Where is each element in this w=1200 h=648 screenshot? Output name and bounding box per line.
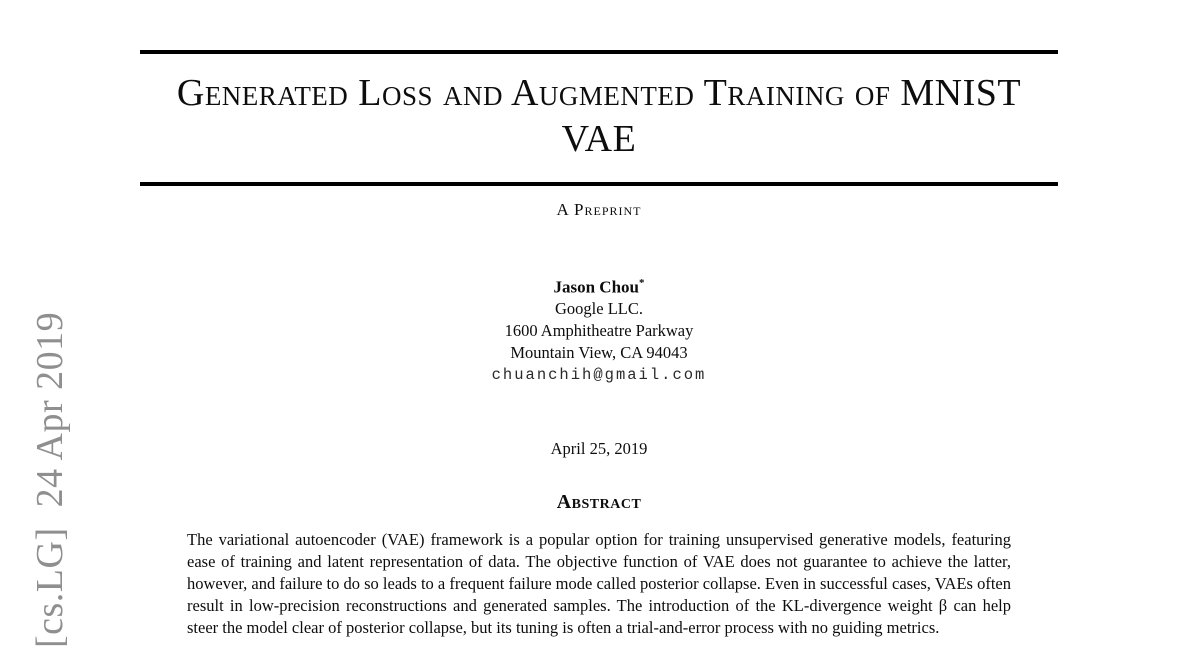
author-address-line1: 1600 Amphitheatre Parkway	[504, 321, 694, 341]
paper-title	[140, 70, 1058, 162]
paper-title-line2: VAE	[561, 118, 637, 160]
author-email: chuanchih@gmail.com	[491, 366, 707, 385]
author-address-line2: Mountain View, CA 94043	[510, 343, 688, 363]
author-name-text: Jason Chou	[553, 277, 639, 297]
author-footnote-mark: *	[639, 276, 645, 289]
author-affiliation: Google LLC.	[555, 299, 643, 319]
preprint-label: A Preprint	[556, 199, 642, 219]
arxiv-watermark: [cs.LG] 24 Apr 2019	[29, 311, 71, 648]
paper-title-line1: Generated Loss and Augmented Training of MNIST	[176, 72, 1022, 114]
abstract-text: The variational autoencoder (VAE) framework is a popular option for training unsupervised generative models, featuring ease of training and latent representation of data. The objective function of VAE does not guarantee to achieve the latter, however, and failure to do so leads to a frequent failure mode called posterior collapse. Even in successful cases, VAEs often result in low-precision reconstructions and generated samples. The introduction of the KL-divergence weight β can help steer the model clear of posterior collapse, but its tuning is often a trial-and-error process with no guiding metrics.	[187, 530, 1011, 638]
author-name	[140, 272, 1058, 299]
paper-date: April 25, 2019	[550, 439, 648, 459]
author-block	[140, 272, 1058, 387]
title-rule-top	[140, 50, 1058, 54]
abstract-heading: Abstract	[556, 491, 642, 514]
paper-content	[140, 50, 1058, 639]
title-rule-bottom	[140, 182, 1058, 186]
